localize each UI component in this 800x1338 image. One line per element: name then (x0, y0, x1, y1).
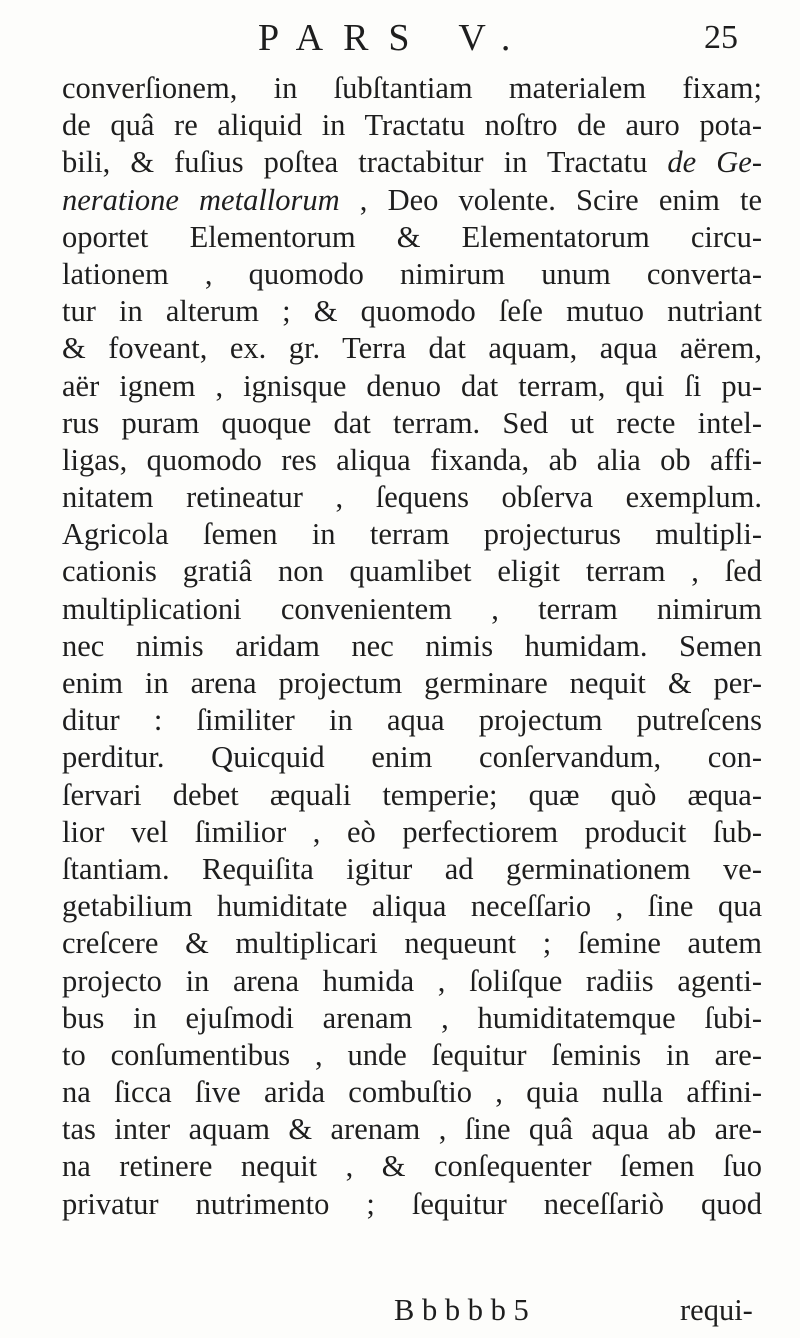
text-line: getabilium humiditate aliqua neceſſario , ſine qua (62, 889, 762, 924)
text-line: multiplicationi convenientem , terram nimirum (62, 591, 762, 626)
text-line: ſtantiam. Requiſita igitur ad germinationem ve- (62, 851, 762, 886)
text-line: ditur : ſimiliter in aqua projectum putreſcens (62, 703, 762, 738)
text-line: perditur. Quicquid enim conſervandum, con- (62, 740, 762, 775)
italic-title: neratione metallorum (62, 182, 340, 217)
italic-title: de Ge- (667, 145, 762, 180)
text-line: nitatem retineatur , ſequens obſerva exemplum. (62, 480, 762, 515)
running-head: PARS V. (258, 17, 531, 59)
text-line: tur in alterum ; & quomodo ſeſe mutuo nutriant (62, 294, 762, 329)
text-line: converſionem, in ſubſtantiam materialem fixam; (62, 71, 762, 105)
page-number: 25 (704, 19, 738, 56)
text-line: privatur nutrimento ; ſequitur neceſſariò quod (62, 1186, 762, 1221)
text-line: creſcere & multiplicari nequeunt ; ſemine autem (62, 926, 762, 961)
text-line: neratione metallorum , Deo volente. Scire enim te (62, 182, 762, 217)
text-line: bus in ejuſmodi arenam , humiditatemque ſubi- (62, 1000, 762, 1035)
text-line: tas inter aquam & arenam , ſine quâ aqua ab are- (62, 1112, 762, 1147)
text-line: & foveant, ex. gr. Terra dat aquam, aqua aërem, (62, 331, 762, 366)
text-line: projecto in arena humida , ſoliſque radiis agenti- (62, 963, 762, 998)
text-line: ſervari debet æquali temperie; quæ quò æqua- (62, 777, 762, 812)
signature-mark: B b b b b 5 (394, 1293, 529, 1327)
text-line: Agricola ſemen in terram projecturus multipli- (62, 517, 762, 552)
text-line: ligas, quomodo res aliqua fixanda, ab alia ob affi- (62, 442, 762, 477)
text-line: lationem , quomodo nimirum unum converta- (62, 256, 762, 291)
text-line: nec nimis aridam nec nimis humidam. Semen (62, 628, 762, 663)
text-line: rus puram quoque dat terram. Sed ut recte intel- (62, 405, 762, 440)
text-line: oportet Elementorum & Elementatorum circu- (62, 219, 762, 254)
text-line: bili, & fuſius poſtea tractabitur in Tractatu de Ge- (62, 145, 762, 180)
page-footer (62, 1290, 762, 1330)
text-line: enim in arena projectum germinare nequit & per- (62, 666, 762, 700)
text-line: na retinere nequit , & conſequenter ſemen ſuo (62, 1149, 762, 1184)
catchword: requi- (680, 1293, 753, 1327)
text-line: lior vel ſimilior , eò perfectiorem producit ſub- (62, 814, 762, 849)
text-line: to conſumentibus , unde ſequitur ſeminis in are- (62, 1037, 762, 1072)
page-header (0, 14, 800, 62)
text-line: na ſicca ſive arida combuſtio , quia nulla affini- (62, 1075, 762, 1110)
text-line: de quâ re aliquid in Tractatu noſtro de auro pota- (62, 108, 762, 143)
text-line: aër ignem , ignisque denuo dat terram, qui ſi pu- (62, 368, 762, 403)
text-line: cationis gratiâ non quamlibet eligit terram , ſed (62, 554, 762, 589)
body-text (62, 70, 762, 1223)
